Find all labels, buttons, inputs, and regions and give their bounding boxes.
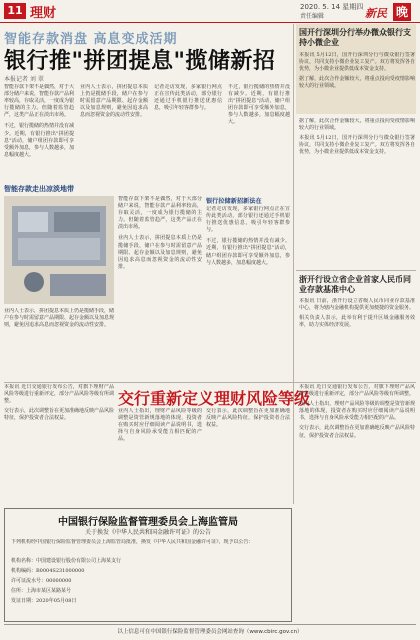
article-paragraph: 不过，银行揽储的热情并没有减少。近期，有银行推出"拼团提息"活动，储户组团存款即可享受额外加息，参与人数越多，加息幅度越大。 [206, 238, 290, 266]
side-paragraph: 据了解，此次合作金额较大，将重点投向受疫情影响较大的行业领域。 [299, 76, 415, 90]
feature-paragraph: 本报讯 近日交通银行发布公告，对旗下理财产品风险等级进行重新评定，部分产品风险等级有所调整。 [4, 384, 114, 405]
article-paragraph: 不过，银行揽储的热情并没有减少。近期，有银行推出"拼团提息"活动，储户组团存款即可享受额外加息，参与人数越多，加息幅度越大。 [4, 123, 74, 158]
side-paragraph: 相关负责人表示，此举有利于提升区域金融服务效率，助力实体经济发展。 [299, 315, 415, 329]
logo-text-left: 新民 [365, 7, 387, 20]
article-paragraph: 记者走访发现，多家银行网点正在宣传此类活动，部分银行还通过手机银行推送优惠信息，吸引年轻客群参与。 [154, 84, 222, 112]
section-divider [4, 382, 416, 383]
regulator-notice [4, 508, 292, 622]
feature-headline: 交行重新定义理财风险等级 [118, 389, 311, 408]
article-subhead: 银行拉储新招新法在 [206, 198, 262, 205]
feature-paragraph: 交行表示，此次调整旨在更加准确地反映产品风险特征，保护投资者合法权益。 [206, 408, 290, 429]
side-story-body [299, 52, 415, 112]
side-story-title-2: 浙开行设立省企业首家人民币同业存款基准中心 [299, 274, 411, 294]
notice-footer: 以上信息可在中国银行保险监督管理委员会网站查询（www.cbirc.gov.cn） [4, 624, 416, 639]
feature-paragraph: 业内人士指出，理财产品风险等级的调整是资管新规落地的体现，投资者在购买时应仔细阅读产品说明书，选择与自身风险承受能力相匹配的产品。 [299, 401, 415, 422]
notice-title: 中国银行保险监督管理委员会上海监管局 [58, 517, 238, 528]
side-paragraph: 本报讯 日前，浙开行设立省级人民币同业存款基准中心，将为辖内金融机构提供更加便捷的资金服务。 [299, 298, 415, 312]
feature-column-4 [299, 384, 415, 620]
feature-paragraph: 本报讯 近日交通银行发布公告，对旗下理财产品风险等级进行重新评定，部分产品风险等级有所调整。 [299, 384, 415, 398]
article-paragraph: 业内人士表示，拼团提息本质上仍是揽储手段，储户在参与时需留意产品期限、起存金额以及加息规则，避免因追求高息而忽视资金的流动性安排。 [4, 308, 114, 329]
article-column-7 [4, 308, 114, 380]
notice-intro: 下列机构经中国银行保险监督管理委员会上海监管局批准，换发《中华人民共和国金融许可证》，现予以公告： [11, 539, 254, 545]
feature-paragraph: 交行表示，此次调整旨在更加准确地反映产品风险特征，保护投资者合法权益。 [4, 408, 114, 422]
article-column-2 [80, 84, 148, 192]
notice-line: 住所：上海市某区某路某号 [11, 588, 72, 594]
feature-paragraph: 交行表示，此次调整旨在更加准确地反映产品风险特征，保护投资者合法权益。 [299, 425, 415, 439]
article-paragraph: 业内人士表示，拼团提息本质上仍是揽储手段，储户在参与时需留意产品期限、起存金额以及加息规则，避免因追求高息而忽视资金的流动性安排。 [118, 235, 202, 270]
section-title: 理财 [30, 6, 57, 21]
side-story-title: 国开行深圳分行举办微众银行支持小微企业 [299, 27, 411, 47]
page-number: 11 [4, 3, 26, 19]
side-divider [296, 270, 416, 271]
side-paragraph: 本报讯 5月12日，国开行深圳分行与微众银行签署协议，共同支持小微企业复工复产。双方将发挥各自优势，为小微企业提供低成本资金支持。 [299, 52, 415, 73]
side-story-body-continued [299, 118, 415, 268]
article-paragraph: 业内人士表示，拼团提息本质上仍是揽储手段，储户在参与时需留意产品期限、起存金额以及加息规则，避免因追求高息而忽视资金的流动性安排。 [80, 84, 148, 119]
article-column-6 [206, 206, 290, 376]
article-photo [4, 196, 114, 304]
side-paragraph: 本报讯 5月12日，国开行深圳分行与微众银行签署协议，共同支持小微企业复工复产。双方将发挥各自优势，为小微企业提供低成本资金支持。 [299, 135, 415, 156]
article-column-5 [118, 196, 202, 376]
side-paragraph: 据了解，此次合作金额较大，将重点投向受疫情影响较大的行业领域。 [299, 118, 415, 132]
feature-column-3 [206, 408, 290, 504]
masthead-logo [365, 3, 415, 21]
article-paragraph: 智能存款下架不是偶然，对于大部分储户来说，智能存款产品利率较高，存取灵活，一度成为银行揽储的主力。但随着监管趋严，这类产品正在淡出市场。 [4, 84, 74, 119]
notice-line: 发证日期：2020年05月08日 [11, 598, 77, 604]
article-paragraph: 不过，银行揽储的热情并没有减少。近期，有银行推出"拼团提息"活动，储户组团存款即可享受额外加息，参与人数越多，加息幅度越大。 [228, 84, 290, 126]
article-subhead: 智能存款走出凉淡地带 [4, 184, 74, 193]
feature-column-1 [4, 384, 114, 504]
side-story-2-body [299, 298, 415, 378]
article-paragraph: 记者走访发现，多家银行网点正在宣传此类活动，部分银行还通过手机银行推送优惠信息，吸引年轻客群参与。 [206, 206, 290, 234]
logo-text-right: 晚 [393, 3, 411, 21]
photo-illustration [4, 196, 114, 304]
headline-kicker: 智能存款消盘 高息变成活期 [4, 32, 178, 47]
column-divider [293, 24, 294, 504]
article-column-4 [228, 84, 290, 192]
notice-line: 机构编码：B0004S231000000 [11, 568, 85, 574]
notice-subtitle: 关于换发《中华人民共和国金融许可证》的公告 [84, 529, 211, 536]
issue-date: 2020. 5. 14 星期四 [300, 3, 364, 11]
article-paragraph: 智能存款下架不是偶然，对于大部分储户来说，智能存款产品利率较高，存取灵活，一度成为银行揽储的主力。但随着监管趋严，这类产品正在淡出市场。 [118, 196, 202, 231]
editor-credit: 责任编辑 [300, 13, 325, 20]
article-column-3 [154, 84, 222, 192]
notice-line: 机构名称：中国建设银行股份有限公司上海某支行 [11, 558, 122, 564]
main-headline: 银行推"拼团提息"揽储新招 [4, 48, 276, 74]
article-column-1 [4, 84, 74, 192]
byline: 本报记者 刘 翠 [4, 76, 44, 83]
feature-column-2 [118, 408, 202, 504]
feature-paragraph: 业内人士指出，理财产品风险等级的调整是资管新规落地的体现，投资者在购买时应仔细阅读产品说明书，选择与自身风险承受能力相匹配的产品。 [118, 408, 202, 443]
notice-line: 许可证流水号：00000000 [11, 578, 72, 584]
